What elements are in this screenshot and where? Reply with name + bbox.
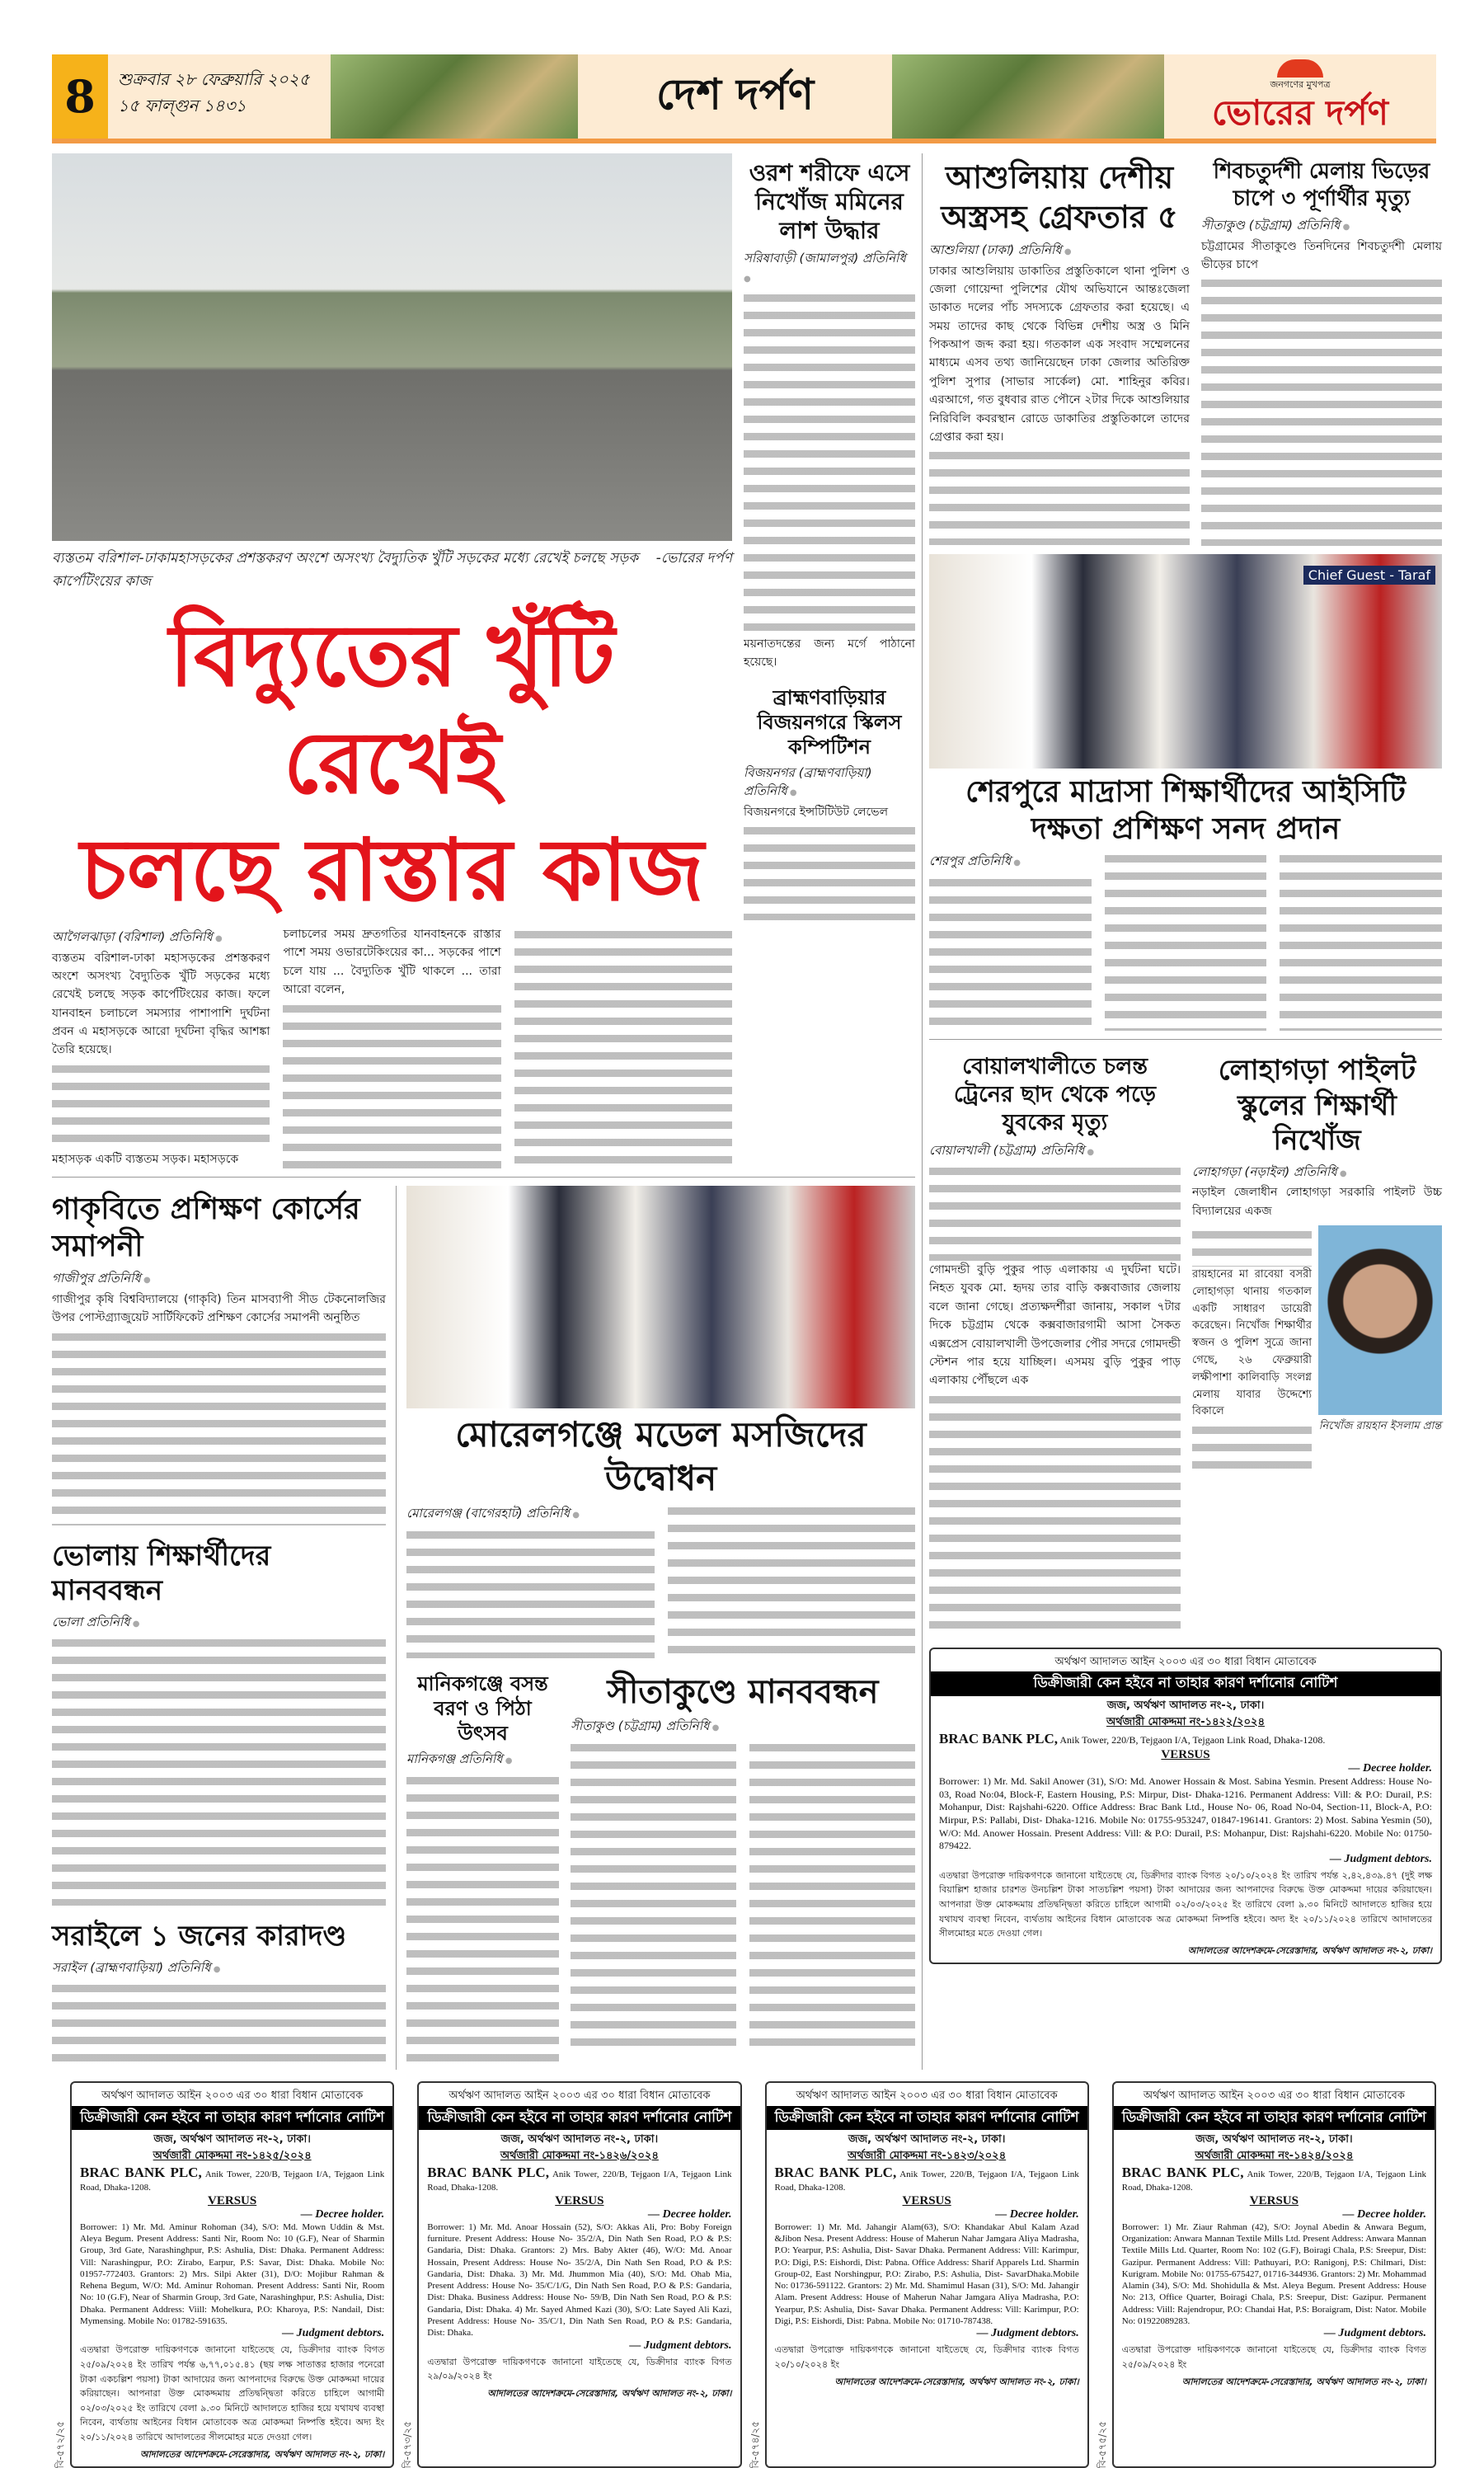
- morelganj-photo: [406, 1186, 915, 1408]
- morelganj-body: [406, 1502, 915, 1658]
- article-text: গাজীপুর কৃষি বিশ্ববিদ্যালয়ে (গাকৃবি) তিন মাসব্যাপী সীড টেকনোলজির উপর পোস্টগ্র্যাজুয়েট সার্টিফিকেট প্রশিক্ষণ কোর্সের সমাপনী অনুষ্ঠিত: [52, 1292, 386, 1325]
- ad-code: বি-৫৭৪/২৫: [749, 2420, 761, 2468]
- ad-notice-text: এতদ্বারা উপরোক্ত দায়িকগণকে জানানো যাইতেছে যে, ডিক্রীদার ব্যাংক বিগত ২০/১০/২০২৪ ইং: [774, 2344, 1079, 2370]
- article-text: ঢাকার আশুলিয়ায় ডাকাতির প্রস্তুতিকালে থানা পুলিশ ও জেলা গোয়েন্দা পুলিশের যৌথ অভিযানে আন্তঃজেলা ডাকাত দলের পাঁচ সদস্যকে গ্রেফতার করা হয়েছে। এ সময় তাদের কাছ থেকে বিভিন্ন দেশীয় অস্ত্র ও মিনি পিকআপ জব্দ করা হয়। গতকাল এক সংবাদ সম্মেলনের মাধ্যমে এসব তথ্য জানিয়েছেন ঢাকা জেলার অতিরিক্ত পুলিশ সুপার (সাভার সার্কেল) মো. শাহিনুর কবির। এরআগে, গত বুধবার রাত পৌনে ২টার দিকে আশুলিয়ার নিরিবিলি কবরস্থান রোডে ডাকাতির প্রস্তুতিকালে তাদের গ্রেপ্তার করা হয়।: [929, 264, 1190, 444]
- article-text: গোমদন্ডী বুড়ি পুকুর পাড় এলাকায় এ দুর্ঘটনা ঘটে। নিহত যুবক মো. হৃদয় তার বাড়ি কক্সবাজার জেলায় বলে জানা গেছে। প্রত্যক্ষদর্শীরা জানায়, সকাল ৭টার দিকে চট্টগ্রাম থেকে কক্সবাজারগামী আসা সৈকত এক্সপ্রেস বোয়ালখালী উপজেলার পৌর সদরে গোমদন্ডী স্টেশন পার হয়ে যাচ্ছিল। এসময় বুড়ি পুকুর পাড় এলাকায় পৌঁছলে এক: [929, 1263, 1181, 1388]
- byline: মানিকগঞ্জ প্রতিনিধি ●: [406, 1750, 559, 1769]
- newspaper-logo: [1164, 54, 1436, 139]
- ad-bank-address: Anik Tower, 220/B, Tejgaon I/A, Tejgaon Link Road, Dhaka-1208.: [1059, 1734, 1326, 1746]
- ad-title: ডিক্রীজারী কেন হইবে না তাহার কারণ দর্শানোর নোটিশ: [72, 2106, 392, 2131]
- court-notice-ad: [70, 2081, 394, 2468]
- byline: শেরপুর প্রতিনিধি ●: [929, 852, 1092, 871]
- lohagara-body: [1192, 1225, 1312, 1470]
- headline: আশুলিয়ায় দেশীয় অস্ত্রসহ গ্রেফতার ৫: [941, 159, 1178, 235]
- ad-title: ডিক্রীজারী কেন হইবে না তাহার কারণ দর্শানোর নোটিশ: [767, 2106, 1087, 2131]
- ad-notice-text: এতদ্বারা উপরোক্ত দায়িকগণকে জানানো যাইতেছে যে, ডিক্রীদার ব্যাংক বিগত ২০/১০/২০২৪ ইং তারিখ পর্যন্ত ২,৪২,৪৩৯.৪৭ (দুই লক্ষ বিয়াল্লিশ হাজার চারশত উনচল্লিশ টাকা সাতচল্লিশ পয়সা) টাকা আদায়ের জন্য আপনাদের বিরুদ্ধে উক্ত মোকদ্দমা দায়ের করিয়াছেন। আপনারা উক্ত মোকদ্দমায় প্রতিদ্বন্দ্বিতা করিতে চাহিলে আগামী ০২/০৩/২০২৫ ইং তারিখে বেলা ৯.৩০ মিনিটে আদালতে হাজির হয়ে যথাযথ ব্যবস্থা নিবেন, ব্যর্থতায় আইনের বিধান মোতাবেক অত্র মোকদ্দমা নিষ্পত্তি হইবে। অদ্য ইং ২০/১১/২০২৪ তারিখে আদালতের সীলমোহর মতে দেওয়া গেল।: [939, 1869, 1432, 1939]
- article-text: ব্যস্ততম বরিশাল-ঢাকা মহাসড়কের প্রশস্তকরণ অংশে অসংখ্য বৈদ্যুতিক খুঁটি সড়কের মধ্যে রেখেই চলছে সড়ক কার্পেটিংয়ের কাজ। ফলে যানবাহন চলাচলে সমস্যার পাশাপাশি দুর্ঘটনা প্রবন এ মহাসড়কে আরো দূর্ঘটনা বৃদ্ধির আশঙ্কা তৈরি হয়েছে।: [52, 951, 270, 1057]
- main-story: [52, 153, 732, 1168]
- ad-code: বি-৫৭৩/২৫: [402, 2420, 414, 2468]
- article-ashulia: [929, 153, 1190, 545]
- article-text: চলাচলের সময় দ্রুতগতির যানবাহনকে রাস্তার পাশে সময় ওভারটেকিংয়ের কা... সড়কের পাশে চলে যায় ... বৈদ্যুতিক খুঁটি থাকলে ... তারা আরো বলেন,: [283, 928, 501, 997]
- ad-title: ডিক্রীজারী কেন হইবে না তাহার কারণ দর্শানোর নোটিশ: [1114, 2106, 1435, 2131]
- ad-notice-text: এতদ্বারা উপরোক্ত দায়িকগণকে জানানো যাইতেছে যে, ডিক্রীদার ব্যাংক বিগত ২৫/০৯/২০২৪ ইং তারিখ পর্যন্ত ৬,৭৭,০১৫.৪১ (ছয় লক্ষ সাতাত্তর হাজার পনেরো টাকা একচল্লিশ পয়সা) টাকা আদায়ের জন্য আপনাদের বিরুদ্ধে উক্ত মোকদ্দমা দায়ের করিয়াছেন। আপনারা উক্ত মোকদ্দমায় প্রতিদ্বন্দ্বিতা করিতে চাহিলে আগামী ০২/০৩/২০২৫ ইং তারিখে বেলা ৯.৩০ মিনিটে আদালতে হাজির হয়ে যথাযথ ব্যবস্থা নিবেন, ব্যর্থতায় আইনের বিধান মোতাবেক অত্র মোকদ্দমা নিষ্পত্তি হইবে। অদ্য ইং ২০/১১/২০২৪ তারিখে আদালতের সীলমোহর মতে দেওয়া গেল।: [80, 2344, 385, 2442]
- ad-title: ডিক্রীজারী কেন হইবে না তাহার কারণ দর্শানোর নোটিশ: [419, 2106, 740, 2131]
- ad-bank: BRAC BANK PLC,: [1121, 2165, 1244, 2181]
- byline: লোহাগড়া (নড়াইল) প্রতিনিধি ●: [1192, 1163, 1442, 1182]
- sherpur-headline: শেরপুরে মাদ্রাসা শিক্ষার্থীদের আইসিটি দক্ষতা প্রশিক্ষণ সনদ প্রদান: [965, 775, 1406, 847]
- divider: [929, 1039, 1442, 1040]
- ad-court: জজ, অর্থঋণ আদালত নং-২, ঢাকা।: [1195, 2133, 1353, 2146]
- main-headline-line1: বিদ্যুতের খুঁটি রেখেই: [169, 605, 615, 813]
- article-sarail: [52, 1914, 386, 2070]
- main-photo-caption: ব্যস্ততম বরিশাল-ঢাকামহাসড়কের প্রশস্তকরণ অংশে অসংখ্য বৈদ্যুতিক খুঁটি সড়কের মধ্যে রেখেই চলছে সড়ক কার্পেটিংয়ের কাজ: [52, 550, 639, 590]
- section-title: দেশ দর্পণ: [655, 69, 815, 120]
- ad-bank: BRAC BANK PLC,: [774, 2165, 897, 2181]
- byline: গাজীপুর প্রতিনিধি ●: [52, 1269, 386, 1288]
- main-story-body: [52, 925, 732, 1168]
- byline: বোয়ালখালী (চট্টগ্রাম) প্রতিনিধি ●: [929, 1141, 1181, 1160]
- ad-versus: VERSUS: [1249, 2193, 1298, 2207]
- article-text: নড়াইল জেলাধীন লোহাগড়া সরকারি পাইলট উচ্চ বিদ্যালয়ের একজ: [1192, 1186, 1442, 1218]
- ad-parties: Borrower: 1) Mr. Md. Sakil Anower (31), S/O: Md. Anower Hossain & Most. Sabina Yesmin. Present Address: House No-03, Road No:04, Block-F, Eastern Housing, P.S: Mirpur, Dist- Dhaka-1216. Permanent Address: Vill: & P.O: Durail, P.S: Mohanpur, Dist: Rajshahi-6220. Office Address: Brac Bank Ltd., House No- 06, Road No-04, Section-11, Block-A, P.O: Mirpur, P.S: Pallabi, Dist- Dhaka-1216. Mobile No: 01755-953247, 01847-196141. Grantors: 2) Most. Sabina Yesmin (50), W/O: Md. Anower Hossain. Present Address: Vill: & P.O: Durail, P.S: Mohanpur, Dist: Rajshahi-6220. Mobile No: 01750-879422.: [939, 1775, 1432, 1852]
- ad-signature: আদালতের আদেশক্রমে-সেরেস্তাদার, অর্থঋণ আদালত নং-২, ঢাকা।: [139, 2448, 385, 2460]
- headline: সরাইলে ১ জনের কারাদণ্ড: [52, 1920, 347, 1953]
- ad-court: জজ, অর্থঋণ আদালত নং-২, ঢাকা।: [848, 2133, 1006, 2146]
- ad-bank: BRAC BANK PLC,: [939, 1731, 1059, 1747]
- article-sitakunda: [571, 1666, 915, 2052]
- byline: ভোলা প্রতিনিধি ●: [52, 1613, 386, 1632]
- sherpur-body: [929, 849, 1442, 1031]
- header-photo-strip-left: [331, 54, 578, 139]
- ad-judgment-debtors: — Judgment debtors.: [1329, 1852, 1432, 1865]
- court-notice-ad: [1112, 2081, 1436, 2468]
- ad-case-number: অর্থজারী মোকদ্দমা নং-১৪২৫/২০২৪: [153, 2149, 312, 2162]
- ad-title: ডিক্রীজারী কেন হইবে না তাহার কারণ দর্শানোর নোটিশ: [931, 1671, 1440, 1696]
- byline: সীতাকুণ্ড (চট্টগ্রাম) প্রতিনিধি ●: [1201, 216, 1442, 235]
- byline: সরিষাবাড়ী (জামালপুর) প্রতিনিধি ●: [744, 249, 915, 286]
- ad-judgment-debtors: — Judgment debtors.: [976, 2327, 1079, 2340]
- ad-signature: আদালতের আদেশক্রমে-সেরেস্তাদার, অর্থঋণ আদালত নং-২, ঢাকা।: [487, 2387, 732, 2399]
- ad-court: জজ, অর্থঋণ আদালত নং-২, ঢাকা।: [1106, 1699, 1265, 1713]
- morelganj-headline: মোরেলগঞ্জে মডেল মসজিদের উদ্বোধন: [455, 1414, 866, 1498]
- byline: আগৈলঝাড়া (বরিশাল) প্রতিনিধি ●: [52, 928, 270, 947]
- ad-law: অর্থঋণ আদালত আইন ২০০৩ এর ৩০ ধারা বিধান মোতাবেক: [1054, 1655, 1317, 1668]
- banner-text: Chief Guest - Taraf: [1303, 566, 1435, 585]
- headline: মানিকগঞ্জে বসন্ত বরণ ও পিঠা উৎসব: [417, 1672, 548, 1746]
- ad-case-number: অর্থজারী মোকদ্দমা নং-১৪২৪/২০২৪: [1195, 2149, 1354, 2162]
- article-manikganj: [406, 1666, 559, 2068]
- byline: বিজয়নগর (ব্রাহ্মণবাড়িয়া) প্রতিনিধি ●: [744, 764, 915, 801]
- ad-notice-text: এতদ্বারা উপরোক্ত দায়িকগণকে জানানো যাইতেছে যে, ডিক্রীদার ব্যাংক বিগত ২৯/০৯/২০২৪ ইং: [427, 2356, 732, 2382]
- ad-law: অর্থঋণ আদালত আইন ২০০৩ এর ৩০ ধারা বিধান মোতাবেক: [796, 2090, 1058, 2103]
- date-bangla: ১৫ ফাল্গুন ১৪৩১: [118, 96, 247, 115]
- court-notice-ad: [417, 2081, 741, 2468]
- headline: ভোলায় শিক্ষার্থীদের মানববন্ধন: [52, 1539, 271, 1608]
- missing-student-photo: [1318, 1225, 1442, 1415]
- main-photo-credit: -ভোরের দর্পণ: [655, 550, 732, 566]
- ad-bank-address: Anik Tower, 220/B, Tejgaon I/A, Tejgaon Link Road, Dhaka-1208.: [427, 2169, 732, 2193]
- ad-decree-holder: — Decree holder.: [300, 2207, 385, 2221]
- ad-parties: Borrower: 1) Mr. Md. Jahangir Alam(63), S/O: Khandakar Abul Kalam Azad &Jibon Nesa. Present Address: House of Maherun Nahar Jamgara Aliya Madrasha, P.O: Yearpur, P.S: Ashulia, Dist- Savar Dhaka. Permanent Address: Vill: Karimpur, P.O: Digi, P.S: Eishordi, Dist: Pabna. Office Address: Sharif Apparels Ltd. Sharmin Group-02, East Norshingpur, P.O: Zirabo, P.S: Ashulia, Dist- SavarDhaka.Mobile No: 01736-591122. Grantors: 2) Mr. Md. Shamimul Hasan (31), S/O: Md. Jahangir Alam. Present Address: House of Maherun Nahar Jamgara Aliya Madrasha, P.O: Yearpur, P.S: Ashulia, Dist- Savar Dhaka. Permanent Address: Vill: Karimpur, P.O: Digi, P.S: Eishordi, Dist: Pabna. Mobile No: 01710-787438.: [774, 2221, 1079, 2327]
- ad-decree-holder: — Decree holder.: [648, 2207, 732, 2221]
- ad-case-number: অর্থজারী মোকদ্দমা নং-১৪২৩/২০২৪: [848, 2149, 1007, 2162]
- byline: মোরেলগঞ্জ (বাগেরহাট) প্রতিনিধি ●: [406, 1504, 655, 1523]
- sherpur-photo: [929, 554, 1442, 769]
- ad-bank-address: Anik Tower, 220/B, Tejgaon I/A, Tejgaon Link Road, Dhaka-1208.: [774, 2169, 1079, 2193]
- ad-signature: আদালতের আদেশক্রমে-সেরেস্তাদার, অর্থঋণ আদালত নং-২, ঢাকা।: [1187, 1944, 1432, 1956]
- left-region: [52, 153, 915, 2070]
- ad-parties: Borrower: 1) Mr. Md. Anoar Hossain (52), S/O: Akkas Ali, Pro: Boby Foreign furniture. Present Address: House No- 35/2/A, Din Nath Sen Road, P.O & P.S: Gandaria, Dist: Dhaka. Grantors: 2) Mrs. Baby Akter (46), W/O: Md. Anoar Hossain, Present Address: House No- 35/2/A, Din Nath Sen Road, P.O & P.S: Gandaria, Dist: Dhaka. 3) Mr. Md. Jhummon Mia (40), S/O: Md. Ohab Mia, Present Address: House No- 35/C/1/G, Din Nath Sen Road, P.O & P.S: Gandaria, Dist: Dhaka. Business Address: House No- 59/B, Din Nath Sen Road, P.O & P.S: Gandaria, Dist: Dhaka. 4) Mr. Sayed Ahmed Kazi (30), S/O: Late Sayed Ali Kazi, Present Address: House No- 35/C/1, Din Nath Sen Road, P.O & P.S: Gandaria, Dist: Dhaka.: [427, 2221, 732, 2339]
- ads-row: [52, 2081, 1436, 2468]
- headline: লোহাগড়া পাইলট স্কুলের শিক্ষার্থী নিখোঁজ: [1218, 1054, 1416, 1158]
- ad-decree-holder: — Decree holder.: [1348, 1762, 1432, 1775]
- main-headline: [52, 602, 732, 924]
- ad-case-number: অর্থজারী মোকদ্দমা নং-১৪২২/২০২৪: [1106, 1715, 1266, 1728]
- date-gregorian: শুক্রবার ২৮ ফেব্রুয়ারি ২০২৫: [118, 69, 310, 89]
- ad-judgment-debtors: — Judgment debtors.: [282, 2327, 385, 2340]
- headline: সীতাকুণ্ডে মানববন্ধন: [607, 1673, 879, 1712]
- article-text: ময়নাতদন্তের জন্য মর্গে পাঠানো হয়েছে।: [744, 637, 915, 670]
- article-text: রায়হানের মা রাবেয়া বসরী লোহাগড়া থানায় গতকাল একটি সাধারণ ডায়েরী করেছেন। নিখোঁজ শিক্ষার্থীর স্বজন ও পুলিশ সুত্রে জানা গেছে, ২৬ ফেব্রুয়ারী লক্ষীপাশা কালিবাড়ি সংলগ্ন মেলায় যাবার উদ্দেশ্যে বিকালে: [1192, 1268, 1312, 1418]
- ad-bank: BRAC BANK PLC,: [80, 2165, 202, 2181]
- ad-bank-address: Anik Tower, 220/B, Tejgaon I/A, Tejgaon Link Road, Dhaka-1208.: [1121, 2169, 1426, 2193]
- court-notice-ad: [929, 1648, 1442, 1965]
- main-headline-line2: চলছে রাস্তার কাজ: [80, 820, 704, 920]
- byline: আশুলিয়া (ঢাকা) প্রতিনিধি ●: [929, 241, 1190, 260]
- headline: বোয়ালখালীতে চলন্ত ট্রেনের ছাদ থেকে পড়ে যুবকের মৃত্যু: [953, 1054, 1157, 1135]
- ad-judgment-debtors: — Judgment debtors.: [629, 2339, 732, 2352]
- ad-bank-address: Anik Tower, 220/B, Tejgaon I/A, Tejgaon Link Road, Dhaka-1208.: [80, 2169, 385, 2193]
- article-bijoynagar: [744, 680, 915, 920]
- article-gakubi: [52, 1186, 386, 1525]
- article-ors: [744, 153, 915, 672]
- ad-law: অর্থঋণ আদালত আইন ২০০৩ এর ৩০ ধারা বিধান মোতাবেক: [1143, 2090, 1405, 2103]
- ad-code: বি-৫৭৫/২৫: [1096, 2420, 1108, 2468]
- article-text: বিজয়নগরে ইন্সটিটিউট লেভেল: [744, 805, 889, 819]
- sun-icon: [1277, 59, 1323, 78]
- ad-decree-holder: — Decree holder.: [995, 2207, 1079, 2221]
- court-notice-ad: [765, 2081, 1089, 2468]
- headline: ওরশ শরীফে এসে নিখোঁজ মমিনের লাশ উদ্ধার: [749, 159, 910, 244]
- ad-parties: Borrower: 1) Mr. Md. Aminur Rohoman (34), S/O: Md. Mown Uddin & Mst. Aleya Begum. Present Address: Santi Nir, Room No: 10 (G.F), Near of Sharmin Group, 3rd Gate, Narashinghpur, P.S: Ashulia, Dist: Dhaka. Permanent Address: Vill: Narashingpur, P.O: Zirabo, Earpur, P.S: Savar, Dist: Dhaka. Mobile No: 01957-772403. Grantors: 2) Mrs. Silpi Akter (31), D/O: Mojibur Rahman & Rehena Begum, W/O: Md. Aminur Rohoman. Present Address: Santi Nir, Room No: 10 (G.F), Near of Sharmin Group, 3rd Gate, Narashinghpur, P.S: Ashulia, Dist: Dhaka. Permanent Address: Viill: Mohelkura, P.O: Kharoya, P.S: Nandail, Dist: Mymensing. Mobile No: 01782-591635.: [80, 2221, 385, 2327]
- issue-date: [108, 54, 331, 139]
- byline: সরাইল (ব্রাহ্মণবাড়িয়া) প্রতিনিধি ●: [52, 1958, 386, 1977]
- newspaper-page: [52, 54, 1442, 2468]
- ad-versus: VERSUS: [902, 2193, 951, 2207]
- photo-caption: নিখোঁজ রায়হান ইসলাম প্রান্ত: [1318, 1420, 1442, 1433]
- ad-signature: আদালতের আদেশক্রমে-সেরেস্তাদার, অর্থঋণ আদালত নং-২, ঢাকা।: [1181, 2376, 1426, 2387]
- right-region: [929, 153, 1442, 1964]
- ad-signature: আদালতের আদেশক্রমে-সেরেস্তাদার, অর্থঋণ আদালত নং-২, ঢাকা।: [834, 2376, 1079, 2387]
- ad-law: অর্থঋণ আদালত আইন ২০০৩ এর ৩০ ধারা বিধান মোতাবেক: [101, 2090, 364, 2103]
- divider: [52, 1177, 915, 1178]
- ad-notice-text: এতদ্বারা উপরোক্ত দায়িকগণকে জানানো যাইতেছে যে, ডিক্রীদার ব্যাংক বিগত ২৫/০৯/২০২৪ ইং: [1121, 2344, 1426, 2370]
- ad-court: জজ, অর্থঋণ আদালত নং-২, ঢাকা।: [153, 2133, 311, 2146]
- logo-tagline: জনগণের মুখপত্র: [1270, 79, 1331, 91]
- article-text: মহাসড়ক একটি ব্যস্ততম সড়ক। মহাসড়কে: [52, 1152, 239, 1166]
- divider: [396, 1186, 397, 2070]
- page-header: [52, 54, 1436, 143]
- headline: ব্রাহ্মণবাড়িয়ার বিজয়নগরে স্কিলস কম্পিটিশন: [757, 685, 902, 759]
- ad-versus: VERSUS: [208, 2193, 257, 2207]
- article-shibchaturdashi: [1201, 153, 1442, 546]
- ad-case-number: অর্থজারী মোকদ্দমা নং-১৪২৬/২০২৪: [500, 2149, 659, 2162]
- article-text: চট্টগ্রামের সীতাকুণ্ডে তিনদিনের শিবচতুর্দশী মেলায় ভীড়ের চাপে: [1201, 239, 1442, 271]
- ad-judgment-debtors: — Judgment debtors.: [1323, 2327, 1426, 2340]
- logo-name: ভোরের দর্পণ: [1211, 92, 1389, 134]
- page-number: 8: [52, 54, 108, 139]
- byline: সীতাকুণ্ড (চট্টগ্রাম) প্রতিনিধি ●: [571, 1717, 915, 1736]
- ad-versus: VERSUS: [1161, 1748, 1210, 1762]
- ad-bank: BRAC BANK PLC,: [427, 2165, 549, 2181]
- main-area: [52, 153, 1442, 2070]
- article-bhola: [52, 1534, 386, 1906]
- ad-court: জজ, অর্থঋণ আদালত নং-২, ঢাকা।: [500, 2133, 659, 2146]
- main-story-photo: [52, 153, 732, 541]
- ad-decree-holder: — Decree holder.: [1342, 2207, 1426, 2221]
- header-photo-strip-right: [892, 54, 1164, 139]
- ad-versus: VERSUS: [555, 2193, 604, 2207]
- headline: শিবচতুর্দশী মেলায় ভিড়ের চাপে ৩ পূর্ণার্থীর মৃত্যু: [1213, 159, 1430, 211]
- ad-law: অর্থঋণ আদালত আইন ২০০৩ এর ৩০ ধারা বিধান মোতাবেক: [448, 2090, 711, 2103]
- sitakunda-body: [571, 1738, 915, 2052]
- ad-parties: Borrower: 1) Mr. Ziaur Rahman (42), S/O: Joynal Abedin & Anwara Begum, Organization: Anwara Mannan Textile Mills Ltd. Present Address: Anwara Mannan Textile Mills Ltd. Quarter, Room No: 102 (G.F), Boiragi Chala, P.S: Sreepur, Dist: Gazipur. Permanent Address: Vill: Pathuyari, P.O: Ranigonj, P.S: Chilmari, Dist: Kurigram. Mobile No: 01755-675427, 01716-344936. Grantors: 2) Mr. Mohammad Alamin (34), S/O: Md. Shohidulla & Mst. Aleya Begum. Present Address: House No: 213, Office Quarter, Boiragi Chala, P.S: Sreepur, Dist: Gazipur. Permanent Address: Viill: Rajendropur, P.O: Chandai Hat, P.S: Boraigram, Dist: Nator. Mobile No: 01922089283.: [1121, 2221, 1426, 2327]
- headline: গাকৃবিতে প্রশিক্ষণ কোর্সের সমাপনী: [52, 1192, 360, 1264]
- ad-code: বি-৫৭২/২৫: [54, 2420, 66, 2468]
- article-boalkhali: [929, 1048, 1181, 1637]
- article-lohagara: [1192, 1048, 1442, 1470]
- divider: [922, 153, 923, 2070]
